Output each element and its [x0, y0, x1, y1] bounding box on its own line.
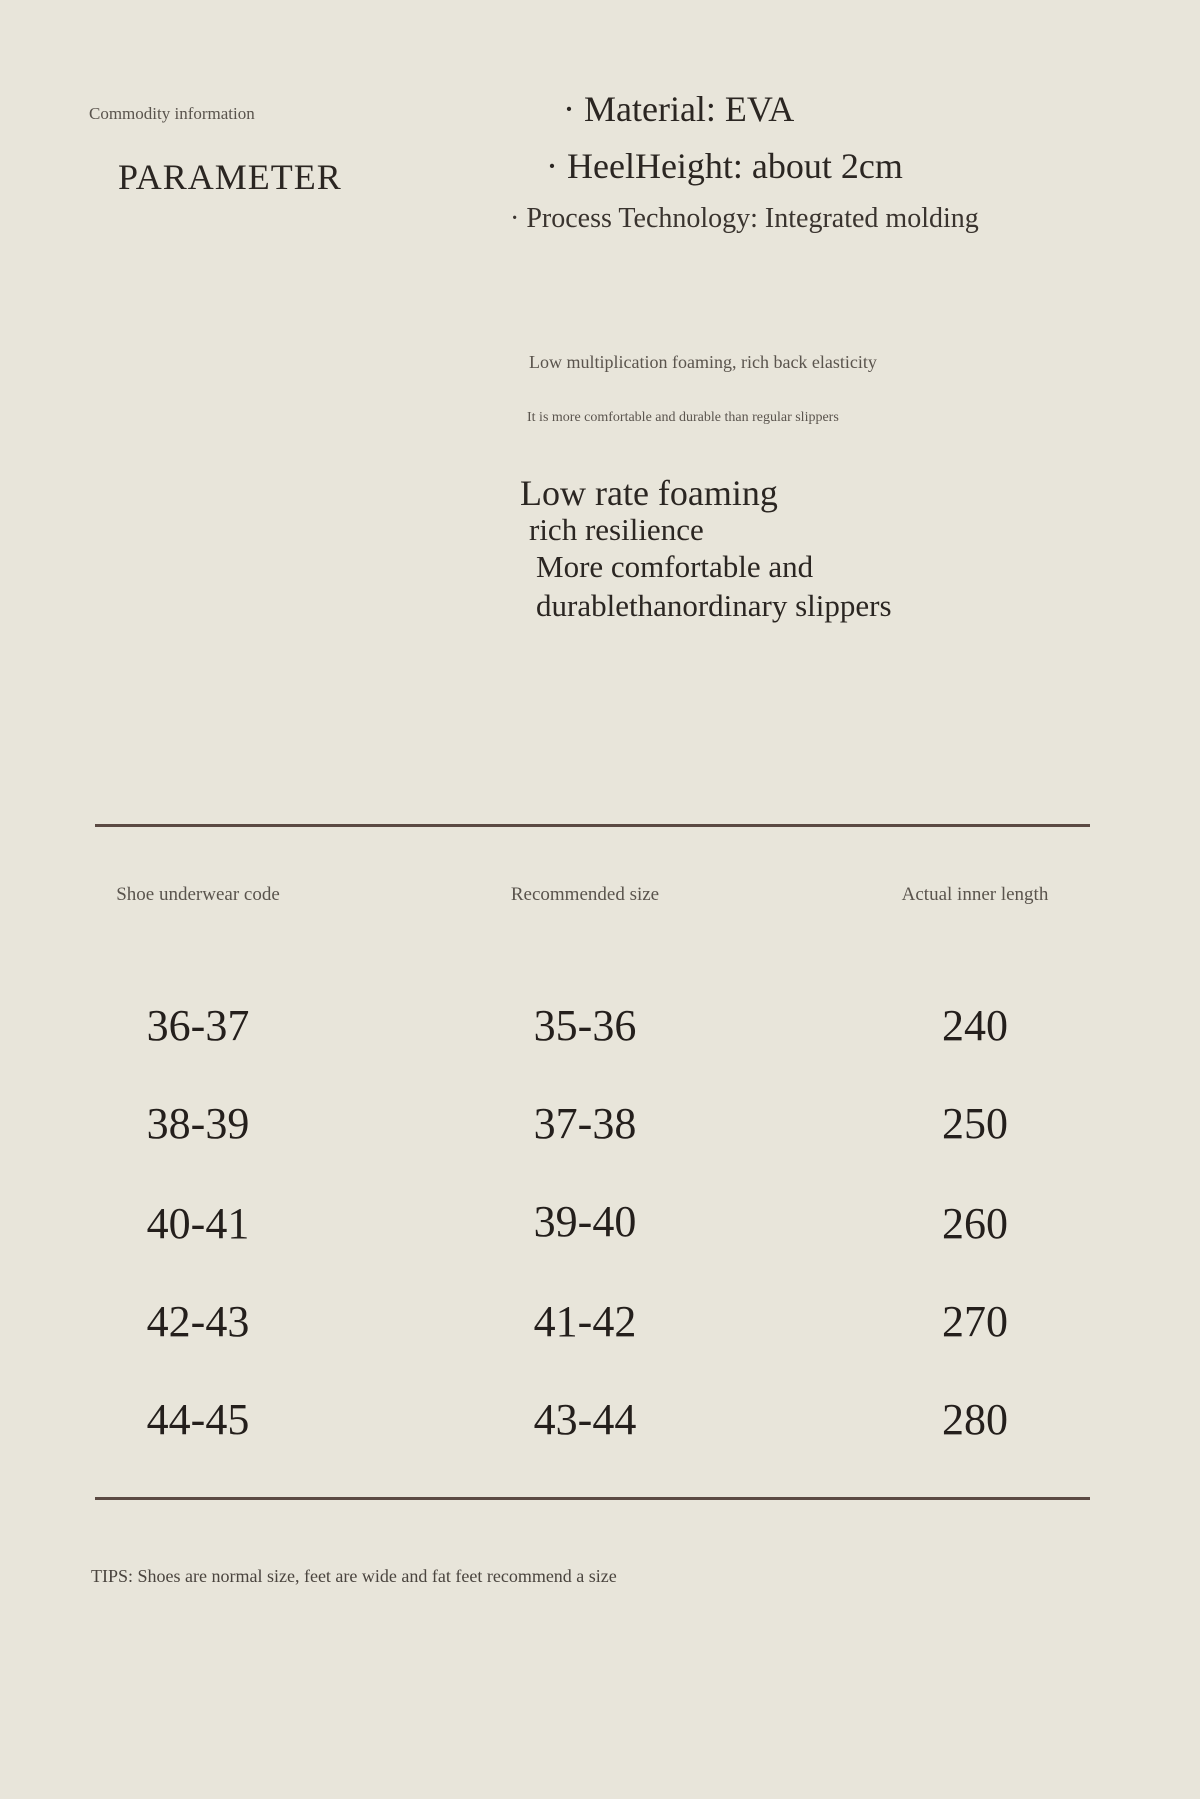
- table-cell: 42-43: [146, 1297, 250, 1346]
- table-cell: 260: [942, 1199, 1008, 1248]
- table-cell: 37-38: [533, 1099, 637, 1148]
- size-tips: TIPS: Shoes are normal size, feet are wide and fat feet recommend a size: [91, 1566, 617, 1586]
- table-cell: 270: [942, 1297, 1008, 1346]
- feature-line-1: Low rate foaming: [520, 473, 778, 513]
- parameter-title: PARAMETER: [118, 157, 342, 197]
- table-cell: 38-39: [146, 1099, 250, 1148]
- table-cell: 40-41: [146, 1199, 250, 1248]
- description-line-2: It is more comfortable and durable than regular slippers: [527, 410, 839, 425]
- table-cell: 250: [942, 1099, 1008, 1148]
- spec-process-technology: · Process Technology: Integrated molding: [510, 203, 979, 234]
- spec-heel-height: · HeelHeight: about 2cm: [546, 146, 903, 186]
- table-cell: 280: [942, 1395, 1008, 1444]
- column-header-inner-length: Actual inner length: [901, 884, 1049, 905]
- feature-line-3: More comfortable and: [536, 549, 814, 584]
- feature-line-4: durablethanordinary slippers: [536, 588, 892, 623]
- table-cell: 41-42: [533, 1297, 637, 1346]
- table-top-divider: [95, 824, 1090, 827]
- spec-material: · Material: EVA: [563, 89, 795, 129]
- column-header-shoe-code: Shoe underwear code: [116, 884, 280, 905]
- description-line-1: Low multiplication foaming, rich back elasticity: [529, 352, 877, 372]
- table-bottom-divider: [95, 1497, 1090, 1500]
- table-cell: 39-40: [533, 1197, 637, 1246]
- column-header-recommended-size: Recommended size: [510, 884, 660, 905]
- table-cell: 43-44: [533, 1395, 637, 1444]
- table-cell: 240: [942, 1001, 1008, 1050]
- feature-line-2: rich resilience: [529, 512, 704, 547]
- table-cell: 36-37: [146, 1001, 250, 1050]
- commodity-info-caption: Commodity information: [89, 104, 255, 123]
- table-cell: 35-36: [533, 1001, 637, 1050]
- table-cell: 44-45: [146, 1395, 250, 1444]
